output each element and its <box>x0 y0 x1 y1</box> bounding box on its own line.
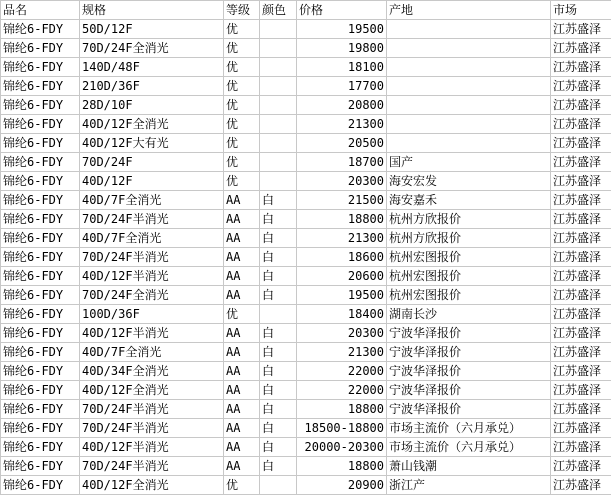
cell-origin[interactable] <box>387 77 551 96</box>
cell-origin[interactable]: 杭州宏图报价 <box>387 248 551 267</box>
cell-origin[interactable]: 宁波华泽报价 <box>387 400 551 419</box>
cell-market[interactable]: 江苏盛泽 <box>551 77 611 96</box>
cell-spec[interactable]: 70D/24F半消光 <box>80 419 224 438</box>
cell-color[interactable]: 白 <box>260 343 297 362</box>
cell-spec[interactable]: 70D/24F全消光 <box>80 286 224 305</box>
cell-grade[interactable]: AA <box>224 419 260 438</box>
cell-price[interactable]: 18500-18800 <box>297 419 387 438</box>
cell-market[interactable]: 江苏盛泽 <box>551 210 611 229</box>
table-row <box>1 191 611 210</box>
cell-price[interactable]: 22000 <box>297 381 387 400</box>
cell-price[interactable]: 20600 <box>297 267 387 286</box>
cell-name[interactable]: 锦纶6-FDY <box>1 324 80 343</box>
cell-grade[interactable]: AA <box>224 210 260 229</box>
cell-price[interactable]: 20900 <box>297 476 387 495</box>
cell-origin[interactable] <box>387 115 551 134</box>
cell-spec[interactable]: 40D/12F半消光 <box>80 438 224 457</box>
cell-grade[interactable]: AA <box>224 286 260 305</box>
cell-name[interactable]: 锦纶6-FDY <box>1 39 80 58</box>
cell-market[interactable]: 江苏盛泽 <box>551 324 611 343</box>
cell-grade[interactable]: AA <box>224 324 260 343</box>
cell-name[interactable]: 锦纶6-FDY <box>1 229 80 248</box>
cell-spec[interactable]: 70D/24F半消光 <box>80 248 224 267</box>
cell-origin[interactable]: 海安嘉禾 <box>387 191 551 210</box>
cell-spec[interactable]: 100D/36F <box>80 305 224 324</box>
cell-spec[interactable]: 50D/12F <box>80 20 224 39</box>
cell-price[interactable]: 18800 <box>297 400 387 419</box>
table-row <box>1 172 611 191</box>
table-row <box>1 324 611 343</box>
cell-price[interactable]: 21300 <box>297 229 387 248</box>
cell-color[interactable] <box>260 172 297 191</box>
cell-grade[interactable]: 优 <box>224 172 260 191</box>
cell-price[interactable]: 20500 <box>297 134 387 153</box>
cell-grade[interactable]: 优 <box>224 20 260 39</box>
cell-market[interactable]: 江苏盛泽 <box>551 58 611 77</box>
cell-market[interactable]: 江苏盛泽 <box>551 419 611 438</box>
cell-origin[interactable]: 宁波华泽报价 <box>387 343 551 362</box>
table-row <box>1 248 611 267</box>
cell-color[interactable]: 白 <box>260 419 297 438</box>
cell-origin[interactable] <box>387 20 551 39</box>
cell-origin[interactable]: 浙江产 <box>387 476 551 495</box>
cell-price[interactable]: 19500 <box>297 286 387 305</box>
cell-market[interactable]: 江苏盛泽 <box>551 343 611 362</box>
cell-price[interactable]: 18400 <box>297 305 387 324</box>
cell-name[interactable]: 锦纶6-FDY <box>1 58 80 77</box>
cell-market[interactable]: 江苏盛泽 <box>551 191 611 210</box>
cell-grade[interactable]: AA <box>224 267 260 286</box>
cell-spec[interactable]: 40D/12F大有光 <box>80 134 224 153</box>
cell-origin[interactable] <box>387 96 551 115</box>
cell-color[interactable] <box>260 476 297 495</box>
cell-price[interactable]: 19800 <box>297 39 387 58</box>
table-row <box>1 153 611 172</box>
cell-color[interactable]: 白 <box>260 191 297 210</box>
cell-spec[interactable]: 210D/36F <box>80 77 224 96</box>
cell-name[interactable]: 锦纶6-FDY <box>1 419 80 438</box>
table-row <box>1 419 611 438</box>
table-row <box>1 267 611 286</box>
cell-spec[interactable]: 40D/7F全消光 <box>80 191 224 210</box>
cell-grade[interactable]: AA <box>224 191 260 210</box>
cell-market[interactable]: 江苏盛泽 <box>551 476 611 495</box>
cell-price[interactable]: 20000-20300 <box>297 438 387 457</box>
cell-color[interactable] <box>260 58 297 77</box>
table-row <box>1 134 611 153</box>
cell-origin[interactable]: 市场主流价（六月承兑） <box>387 438 551 457</box>
table-row <box>1 229 611 248</box>
cell-color[interactable]: 白 <box>260 324 297 343</box>
cell-grade[interactable]: 优 <box>224 476 260 495</box>
cell-price[interactable]: 20800 <box>297 96 387 115</box>
cell-color[interactable] <box>260 153 297 172</box>
cell-name[interactable]: 锦纶6-FDY <box>1 362 80 381</box>
cell-grade[interactable]: AA <box>224 343 260 362</box>
cell-spec[interactable]: 140D/48F <box>80 58 224 77</box>
cell-name[interactable]: 锦纶6-FDY <box>1 400 80 419</box>
cell-grade[interactable]: AA <box>224 362 260 381</box>
cell-spec[interactable]: 70D/24F半消光 <box>80 400 224 419</box>
table-row <box>1 362 611 381</box>
cell-name[interactable]: 锦纶6-FDY <box>1 286 80 305</box>
table-row <box>1 305 611 324</box>
cell-color[interactable] <box>260 96 297 115</box>
cell-market[interactable]: 江苏盛泽 <box>551 267 611 286</box>
cell-origin[interactable]: 湖南长沙 <box>387 305 551 324</box>
cell-origin[interactable]: 市场主流价（六月承兑） <box>387 419 551 438</box>
header-origin[interactable]: 产地 <box>387 1 551 20</box>
cell-color[interactable] <box>260 20 297 39</box>
header-grade[interactable]: 等级 <box>224 1 260 20</box>
cell-spec[interactable]: 70D/24F半消光 <box>80 457 224 476</box>
cell-spec[interactable]: 28D/10F <box>80 96 224 115</box>
cell-origin[interactable] <box>387 134 551 153</box>
table-row <box>1 438 611 457</box>
cell-name[interactable]: 锦纶6-FDY <box>1 457 80 476</box>
cell-color[interactable]: 白 <box>260 286 297 305</box>
cell-market[interactable]: 江苏盛泽 <box>551 305 611 324</box>
cell-grade[interactable]: AA <box>224 457 260 476</box>
cell-price[interactable]: 20300 <box>297 324 387 343</box>
cell-color[interactable]: 白 <box>260 400 297 419</box>
cell-spec[interactable]: 40D/12F全消光 <box>80 115 224 134</box>
cell-market[interactable]: 江苏盛泽 <box>551 172 611 191</box>
cell-origin[interactable] <box>387 58 551 77</box>
cell-origin[interactable]: 宁波华泽报价 <box>387 362 551 381</box>
cell-name[interactable]: 锦纶6-FDY <box>1 134 80 153</box>
cell-price[interactable]: 17700 <box>297 77 387 96</box>
cell-spec[interactable]: 70D/24F半消光 <box>80 210 224 229</box>
cell-grade[interactable]: AA <box>224 400 260 419</box>
cell-name[interactable]: 锦纶6-FDY <box>1 153 80 172</box>
cell-name[interactable]: 锦纶6-FDY <box>1 476 80 495</box>
cell-color[interactable]: 白 <box>260 229 297 248</box>
cell-name[interactable]: 锦纶6-FDY <box>1 248 80 267</box>
cell-origin[interactable]: 杭州方欣报价 <box>387 229 551 248</box>
cell-spec[interactable]: 40D/12F半消光 <box>80 324 224 343</box>
cell-spec[interactable]: 40D/12F半消光 <box>80 267 224 286</box>
cell-name[interactable]: 锦纶6-FDY <box>1 438 80 457</box>
cell-spec[interactable]: 40D/12F <box>80 172 224 191</box>
cell-grade[interactable]: 优 <box>224 153 260 172</box>
table-row <box>1 39 611 58</box>
cell-grade[interactable]: 优 <box>224 39 260 58</box>
cell-market[interactable]: 江苏盛泽 <box>551 457 611 476</box>
cell-price[interactable]: 18800 <box>297 457 387 476</box>
cell-grade[interactable]: AA <box>224 438 260 457</box>
cell-grade[interactable]: 优 <box>224 115 260 134</box>
cell-name[interactable]: 锦纶6-FDY <box>1 305 80 324</box>
header-color[interactable]: 颜色 <box>260 1 297 20</box>
cell-name[interactable]: 锦纶6-FDY <box>1 267 80 286</box>
cell-grade[interactable]: AA <box>224 248 260 267</box>
cell-market[interactable]: 江苏盛泽 <box>551 20 611 39</box>
cell-origin[interactable]: 海安宏发 <box>387 172 551 191</box>
cell-price[interactable]: 21300 <box>297 343 387 362</box>
cell-color[interactable]: 白 <box>260 457 297 476</box>
table-row <box>1 96 611 115</box>
cell-origin[interactable]: 杭州宏图报价 <box>387 286 551 305</box>
cell-name[interactable]: 锦纶6-FDY <box>1 191 80 210</box>
cell-origin[interactable]: 宁波华泽报价 <box>387 324 551 343</box>
cell-origin[interactable] <box>387 39 551 58</box>
cell-market[interactable]: 江苏盛泽 <box>551 248 611 267</box>
table-row <box>1 58 611 77</box>
cell-color[interactable] <box>260 134 297 153</box>
cell-price[interactable]: 21500 <box>297 191 387 210</box>
cell-color[interactable] <box>260 77 297 96</box>
cell-spec[interactable]: 40D/7F全消光 <box>80 343 224 362</box>
cell-color[interactable] <box>260 115 297 134</box>
cell-price[interactable]: 18700 <box>297 153 387 172</box>
cell-spec[interactable]: 40D/34F全消光 <box>80 362 224 381</box>
cell-grade[interactable]: 优 <box>224 134 260 153</box>
table-row <box>1 343 611 362</box>
cell-color[interactable] <box>260 39 297 58</box>
cell-name[interactable]: 锦纶6-FDY <box>1 20 80 39</box>
cell-market[interactable]: 江苏盛泽 <box>551 96 611 115</box>
cell-origin[interactable]: 杭州方欣报价 <box>387 210 551 229</box>
cell-color[interactable]: 白 <box>260 438 297 457</box>
cell-name[interactable]: 锦纶6-FDY <box>1 210 80 229</box>
cell-market[interactable]: 江苏盛泽 <box>551 286 611 305</box>
cell-origin[interactable]: 国产 <box>387 153 551 172</box>
cell-grade[interactable]: 优 <box>224 58 260 77</box>
cell-grade[interactable]: 优 <box>224 305 260 324</box>
cell-market[interactable]: 江苏盛泽 <box>551 400 611 419</box>
cell-market[interactable]: 江苏盛泽 <box>551 229 611 248</box>
table-row <box>1 476 611 495</box>
table-body <box>1 20 611 495</box>
cell-spec[interactable]: 40D/7F全消光 <box>80 229 224 248</box>
cell-market[interactable]: 江苏盛泽 <box>551 39 611 58</box>
cell-name[interactable]: 锦纶6-FDY <box>1 343 80 362</box>
table-row <box>1 381 611 400</box>
table-row <box>1 115 611 134</box>
cell-origin[interactable]: 宁波华泽报价 <box>387 381 551 400</box>
cell-price[interactable]: 18100 <box>297 58 387 77</box>
cell-price[interactable]: 20300 <box>297 172 387 191</box>
cell-market[interactable]: 江苏盛泽 <box>551 134 611 153</box>
cell-market[interactable]: 江苏盛泽 <box>551 381 611 400</box>
table-row <box>1 457 611 476</box>
cell-price[interactable]: 18800 <box>297 210 387 229</box>
table-row <box>1 210 611 229</box>
table-row <box>1 20 611 39</box>
cell-color[interactable] <box>260 305 297 324</box>
cell-price[interactable]: 18600 <box>297 248 387 267</box>
cell-origin[interactable]: 杭州宏图报价 <box>387 267 551 286</box>
cell-name[interactable]: 锦纶6-FDY <box>1 96 80 115</box>
header-name[interactable]: 品名 <box>1 1 80 20</box>
cell-price[interactable]: 22000 <box>297 362 387 381</box>
cell-grade[interactable]: AA <box>224 229 260 248</box>
cell-name[interactable]: 锦纶6-FDY <box>1 77 80 96</box>
cell-spec[interactable]: 40D/12F全消光 <box>80 381 224 400</box>
header-market[interactable]: 市场 <box>551 1 611 20</box>
cell-name[interactable]: 锦纶6-FDY <box>1 115 80 134</box>
cell-color[interactable]: 白 <box>260 210 297 229</box>
cell-name[interactable]: 锦纶6-FDY <box>1 381 80 400</box>
cell-spec[interactable]: 70D/24F全消光 <box>80 39 224 58</box>
header-row <box>1 1 611 20</box>
cell-spec[interactable]: 70D/24F <box>80 153 224 172</box>
cell-color[interactable]: 白 <box>260 362 297 381</box>
cell-color[interactable]: 白 <box>260 381 297 400</box>
cell-price[interactable]: 19500 <box>297 20 387 39</box>
table-row <box>1 77 611 96</box>
cell-grade[interactable]: AA <box>224 381 260 400</box>
cell-market[interactable]: 江苏盛泽 <box>551 115 611 134</box>
header-spec[interactable]: 规格 <box>80 1 224 20</box>
table-row <box>1 400 611 419</box>
header-price[interactable]: 价格 <box>297 1 387 20</box>
cell-market[interactable]: 江苏盛泽 <box>551 362 611 381</box>
cell-grade[interactable]: 优 <box>224 77 260 96</box>
cell-color[interactable]: 白 <box>260 267 297 286</box>
cell-color[interactable]: 白 <box>260 248 297 267</box>
cell-spec[interactable]: 40D/12F全消光 <box>80 476 224 495</box>
cell-grade[interactable]: 优 <box>224 96 260 115</box>
cell-origin[interactable]: 萧山钱潮 <box>387 457 551 476</box>
cell-market[interactable]: 江苏盛泽 <box>551 438 611 457</box>
table-row <box>1 286 611 305</box>
cell-name[interactable]: 锦纶6-FDY <box>1 172 80 191</box>
cell-price[interactable]: 21300 <box>297 115 387 134</box>
cell-market[interactable]: 江苏盛泽 <box>551 153 611 172</box>
